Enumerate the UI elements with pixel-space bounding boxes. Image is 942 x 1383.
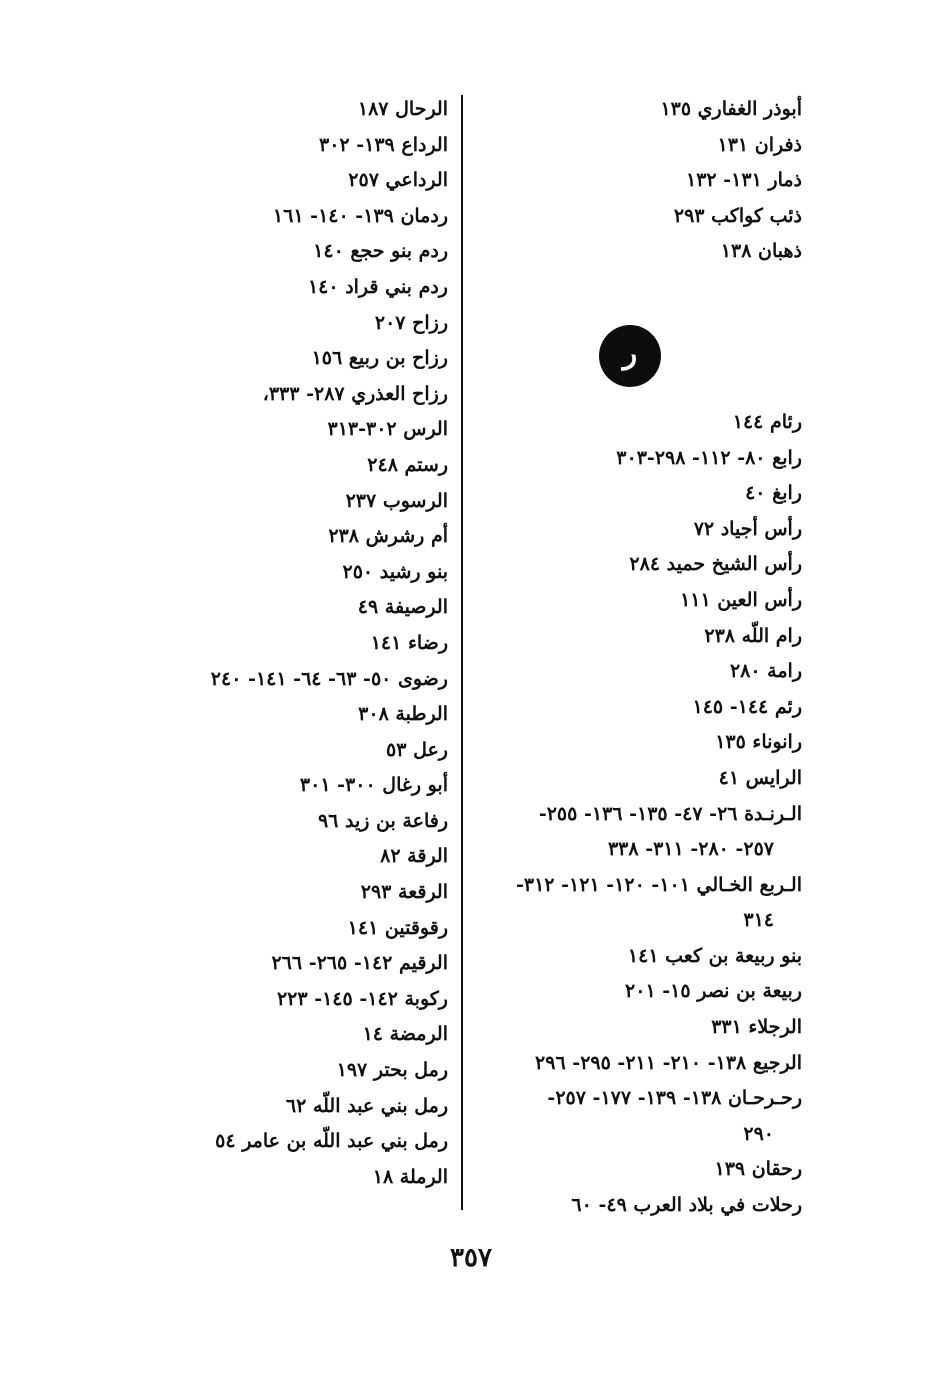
index-entry: رأس العين ١١١ [680,588,802,611]
index-entry: الرقعة ٢٩٣ [360,881,448,904]
index-entry: الرداعي ٢٥٧ [348,169,448,192]
index-entry: رابع ٨٠- ١١٢- ٢٩٨-٣٠٣ [616,446,802,469]
index-entry: ربيعة بن نصر ١٥- ٢٠١ [625,980,802,1003]
index-entry: الرصيفة ٤٩ [357,596,448,619]
left-column [148,92,448,1195]
index-entry: الرحال ١٨٧ [357,98,448,120]
index-entry: رئم ١٤٤- ١٤٥ [692,695,802,718]
index-entry: ذمار ١٣١- ١٣٢ [686,169,802,192]
index-entry-continuation: ٣١٤ [743,909,774,932]
index-entry: أبو رغال ٣٠٠- ٣٠١ [299,774,448,797]
index-entry: الرايس ٤١ [718,766,802,789]
index-entry: الرطبة ٣٠٨ [358,703,448,726]
index-entry: ذهبان ١٣٨ [720,240,802,263]
index-entry-continuation: ٢٥٧- ٢٨٠- ٣١١- ٣٣٨ [607,838,774,861]
index-entry: ذفران ١٣١ [717,133,802,156]
index-entry: الرقة ٨٢ [380,845,448,868]
index-entry: بنو ربيعة بن كعب ١٤١ [627,944,802,967]
index-entry: رحقان ١٣٩ [714,1158,802,1181]
index-entry: رضوى ٥٠- ٦٣- ٦٤- ١٤١- ٢٤٠ [210,667,448,690]
index-entry: الرسوب ٢٣٧ [345,489,448,512]
page-number: ٣٥٧ [450,1243,492,1273]
index-entry: ردم بنو حجع ١٤٠ [313,240,448,263]
index-entry: رمل بني عبد اللّه ٦٢ [285,1094,448,1117]
index-entry: الرجيع ١٣٨- ٢١٠- ٢١١- ٢٩٥- ٢٩٦ [535,1051,802,1074]
index-entry: رئام ١٤٤ [732,410,802,433]
index-entry: رزاح بن ربيع ١٥٦ [311,347,448,370]
index-entry: ردم بني قراد ١٤٠ [307,275,448,298]
index-entry: الرس ٣٠٢-٣١٣ [327,418,448,441]
index-entry: رأس الشيخ حميد ٢٨٤ [629,553,802,576]
index-entry: رابغ ٤٠ [745,482,802,505]
index-entry: أم رشرش ٢٣٨ [328,525,448,548]
index-entry: رفاعة بن زيد ٩٦ [317,809,448,832]
index-entry: رام اللّه ٢٣٨ [704,624,802,647]
column-divider [461,95,463,1210]
index-entry: ذئب كواكب ٢٩٣ [673,204,802,227]
index-entry: أبوذر الغفاري ١٣٥ [660,98,802,120]
right-entries-after [457,405,802,1224]
index-entry: رضاء ١٤١ [370,631,448,654]
index-entry: ردمان ١٣٩- ١٤٠- ١٦١ [272,204,448,227]
index-entry: رانوناء ١٣٥ [715,731,802,754]
index-entry: الرمضة ١٤ [362,1023,448,1046]
index-entry: رمل بحتر ١٩٧ [336,1059,448,1082]
index-entry: رستم ٢٤٨ [367,453,448,476]
section-gap [457,270,802,325]
index-entry: الـرنـدة ٢٦- ٤٧- ١٣٥- ١٣٦- ٢٥٥- [538,802,802,825]
index-entry: بنو رشيد ٢٥٠ [342,560,448,583]
index-entry: الرقيم ١٤٢- ٢٦٥- ٢٦٦ [271,952,448,975]
index-entry: رزاح ٢٠٧ [374,311,448,334]
index-entry: الرداع ١٣٩- ٣٠٢ [318,133,448,156]
right-entries-before [457,92,802,270]
index-entry: الرجلاء ٣٣١ [711,1016,802,1039]
index-entry: رامة ٢٨٠ [729,660,802,683]
section-header [457,325,802,405]
index-entry: رقوقتين ١٤١ [347,916,448,939]
index-entry: رعل ٥٣ [386,738,448,761]
right-column [457,92,802,1224]
index-entry: الرملة ١٨ [372,1165,448,1188]
index-entry: رحـرحـان ١٣٨- ١٣٩- ١٧٧- ٢٥٧- [547,1087,802,1110]
index-entry: ركوبة ١٤٢- ١٤٥- ٢٢٣ [276,987,448,1010]
index-entry: رزاح العذري ٢٨٧- ٣٣٣، [262,382,448,405]
index-entry: رمل بني عبد اللّه بن عامر ٥٤ [215,1130,448,1153]
index-entry-continuation: ٢٩٠ [743,1122,774,1145]
index-entry: الـربع الخـالي ١٠١- ١٢٠- ١٢١- ٣١٢- [516,873,802,896]
index-entry: رحلات في بلاد العرب ٤٩- ٦٠ [571,1194,802,1217]
index-entry: رأس أجياد ٧٢ [693,517,802,540]
section-letter-badge: ر [599,325,661,387]
